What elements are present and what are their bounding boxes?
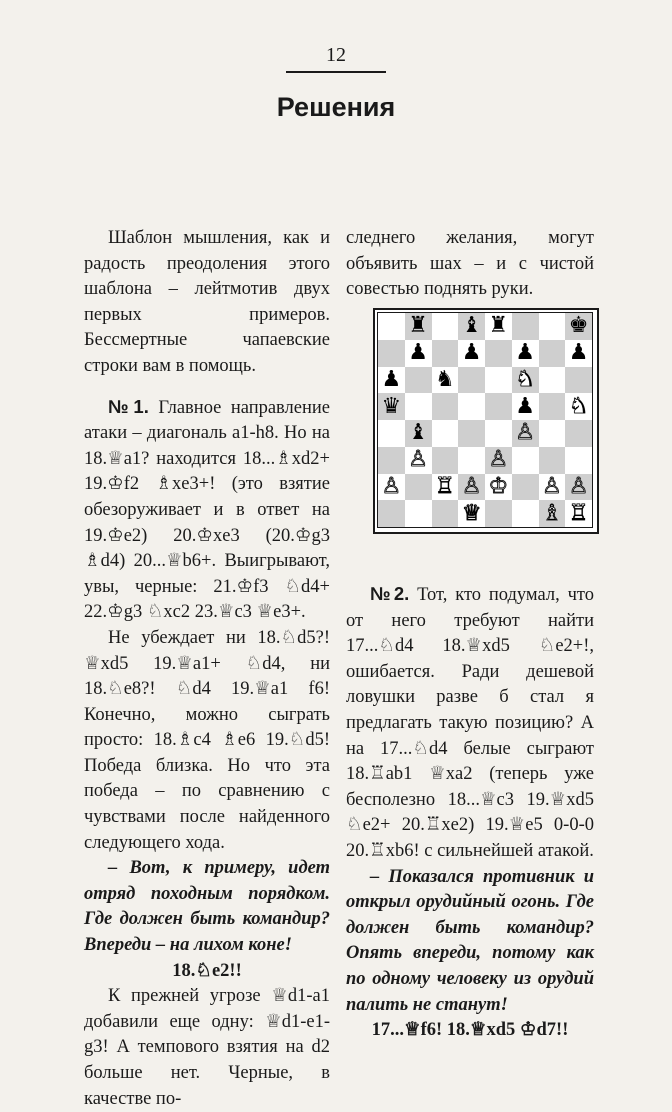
- section-title: Решения: [276, 92, 396, 122]
- white-piece: ♙: [488, 447, 509, 473]
- square-h3: [565, 447, 592, 474]
- square-h6: [565, 367, 592, 394]
- square-h2: [565, 474, 592, 501]
- square-d1: [458, 500, 485, 527]
- white-piece: ♞: [515, 366, 535, 392]
- white-piece: ♞: [568, 393, 589, 419]
- black-piece: ♜: [408, 313, 428, 339]
- white-piece: ♙: [381, 473, 402, 499]
- black-piece: ♟: [515, 393, 535, 419]
- black-piece: ♟: [408, 340, 428, 366]
- square-h5: [565, 393, 592, 420]
- key-move: [84, 959, 330, 985]
- page-number: 12: [326, 44, 346, 66]
- key-move: [346, 1018, 594, 1044]
- problem-number: №1.: [108, 395, 149, 417]
- square-g8: [539, 313, 566, 340]
- square-g3: [539, 447, 566, 474]
- right-column-bottom: [346, 581, 594, 1044]
- paragraph-text: 18.♘e2!!: [172, 960, 242, 981]
- square-d3: [458, 447, 485, 474]
- white-piece: ♙: [542, 473, 562, 499]
- white-piece: ♙: [568, 473, 589, 499]
- black-piece: ♛: [381, 393, 402, 419]
- square-g5: [539, 393, 566, 420]
- square-h4: [565, 420, 592, 447]
- white-piece: ♖: [435, 473, 455, 499]
- square-f1: [512, 500, 539, 527]
- square-e1: [485, 500, 512, 527]
- paragraph: [346, 581, 594, 865]
- square-c6: [432, 367, 459, 394]
- square-b4: [405, 420, 432, 447]
- square-a1: [378, 500, 405, 527]
- square-e8: [485, 313, 512, 340]
- square-a2: [378, 474, 405, 501]
- paragraph-text: – Вот, к примеру, идет отряд походным порядком. Где должен быть командир? Впереди – на лихом коне!: [84, 858, 330, 956]
- square-f4: [512, 420, 539, 447]
- black-piece: ♟: [515, 340, 535, 366]
- white-piece: ♙: [408, 447, 428, 473]
- square-d2: [458, 474, 485, 501]
- square-g6: [539, 367, 566, 394]
- square-d6: [458, 367, 485, 394]
- square-a6: [378, 367, 405, 394]
- black-piece: ♟: [568, 340, 589, 366]
- white-piece: ♖: [568, 500, 589, 526]
- square-d4: [458, 420, 485, 447]
- square-f6: [512, 367, 539, 394]
- square-a8: [378, 313, 405, 340]
- square-g7: [539, 340, 566, 367]
- black-piece: ♚: [568, 313, 589, 339]
- paragraph: [84, 226, 330, 380]
- paragraph-text: Шаблон мышления, как и радость преодоления этого шаблона – лейтмотив двух первых примеров. Бессмертные чапаевские строки вам в помощь.: [84, 228, 330, 376]
- square-f8: [512, 313, 539, 340]
- square-b1: [405, 500, 432, 527]
- white-piece: ♔: [488, 473, 509, 499]
- paragraph-text: – Показался противник и открыл орудийный огонь. Где должен быть командир? Опять впереди, потому как по одному человеку из орудий палить не станут!: [346, 866, 594, 1015]
- paragraph: [84, 394, 330, 626]
- square-e6: [485, 367, 512, 394]
- square-h8: [565, 313, 592, 340]
- square-a5: [378, 393, 405, 420]
- problem-number: №2.: [370, 583, 410, 604]
- square-c7: [432, 340, 459, 367]
- square-g4: [539, 420, 566, 447]
- paragraph-text: 17...♕f6! 18.♕xd5 ♔d7!!: [371, 1020, 569, 1041]
- right-column-top: [346, 226, 594, 303]
- square-e3: [485, 447, 512, 474]
- paragraph: [84, 984, 330, 1112]
- square-b2: [405, 474, 432, 501]
- square-f2: [512, 474, 539, 501]
- square-b7: [405, 340, 432, 367]
- square-e2: [485, 474, 512, 501]
- square-c4: [432, 420, 459, 447]
- square-f3: [512, 447, 539, 474]
- black-piece: ♝: [461, 313, 482, 339]
- chess-board: [377, 312, 593, 528]
- square-c3: [432, 447, 459, 474]
- paragraph-text: Тот, кто подумал, что от него требуют найти 17...♘d4 18.♕xd5 ♘e2+!, ошибается. Ради дешевой ловушки разве б стал я предлагать такую позицию? А на 17...♘d4 белые сыграют 18.♖ab1 ♕xa2 (теперь уже бесполезно 18...♕c3 19.♕xd5 ♘e2+ 20.♖xe2) 19.♕e5 0-0-0 20.♖xb6! с сильнейшей атакой.: [346, 585, 594, 861]
- square-f5: [512, 393, 539, 420]
- square-e4: [485, 420, 512, 447]
- black-piece: ♜: [488, 313, 509, 339]
- black-piece: ♞: [435, 366, 455, 392]
- square-e5: [485, 393, 512, 420]
- left-column: [84, 226, 330, 1112]
- square-c5: [432, 393, 459, 420]
- square-a7: [378, 340, 405, 367]
- white-piece: ♗: [542, 500, 562, 526]
- square-a3: [378, 447, 405, 474]
- square-b5: [405, 393, 432, 420]
- paragraph-text: следнего желания, могут объявить шах – и с чистой совестью поднять руки.: [346, 228, 594, 300]
- square-f7: [512, 340, 539, 367]
- black-piece: ♝: [408, 420, 428, 446]
- square-h1: [565, 500, 592, 527]
- square-b8: [405, 313, 432, 340]
- white-piece: ♙: [461, 473, 482, 499]
- square-g2: [539, 474, 566, 501]
- square-b3: [405, 447, 432, 474]
- paragraph-text: К прежней угрозе ♕d1-a1 добавили еще одну: ♕d1-e1-g3! А темпового взятия на d2 больше нет. Черные, в качестве по-: [84, 986, 330, 1109]
- square-b6: [405, 367, 432, 394]
- paragraph: [346, 226, 594, 303]
- black-piece: ♟: [461, 340, 482, 366]
- dialogue-quote: [84, 856, 330, 958]
- square-d5: [458, 393, 485, 420]
- square-g1: [539, 500, 566, 527]
- paragraph-text: Главное направление атаки – диагональ a1-h8. Но на 18.♕a1? находится 18...♗xd2+ 19.♔f2 ♗xe3+! (это взятие обезоруживает и в ответ на 19.♔e2) 20.♔xe3 (20.♔g3 ♗d4) 20...♕b6+. Выигрывают, увы, черные: 21.♔f3 ♘d4+ 22.♔g3 ♘xc2 23.♕c3 ♕e3+.: [84, 397, 330, 623]
- dialogue-quote: [346, 865, 594, 1019]
- square-c2: [432, 474, 459, 501]
- square-h7: [565, 340, 592, 367]
- square-c8: [432, 313, 459, 340]
- black-piece: ♟: [381, 366, 402, 392]
- paragraph: [84, 626, 330, 856]
- square-c1: [432, 500, 459, 527]
- header-rule: [286, 71, 386, 73]
- chess-diagram: [373, 308, 599, 534]
- square-a4: [378, 420, 405, 447]
- white-piece: ♙: [515, 420, 535, 446]
- square-d7: [458, 340, 485, 367]
- square-d8: [458, 313, 485, 340]
- square-e7: [485, 340, 512, 367]
- white-piece: ♕: [461, 500, 482, 526]
- paragraph-text: Не убеждает ни 18.♘d5?! ♕xd5 19.♕a1+ ♘d4, ни 18.♘e8?! ♘d4 19.♕a1 f6! Конечно, можно сыграть просто: 18.♗c4 ♗e6 19.♘d5! Победа близка. Но что эта победа – по сравнению с чувствами после найденного следующего хода.: [84, 627, 330, 853]
